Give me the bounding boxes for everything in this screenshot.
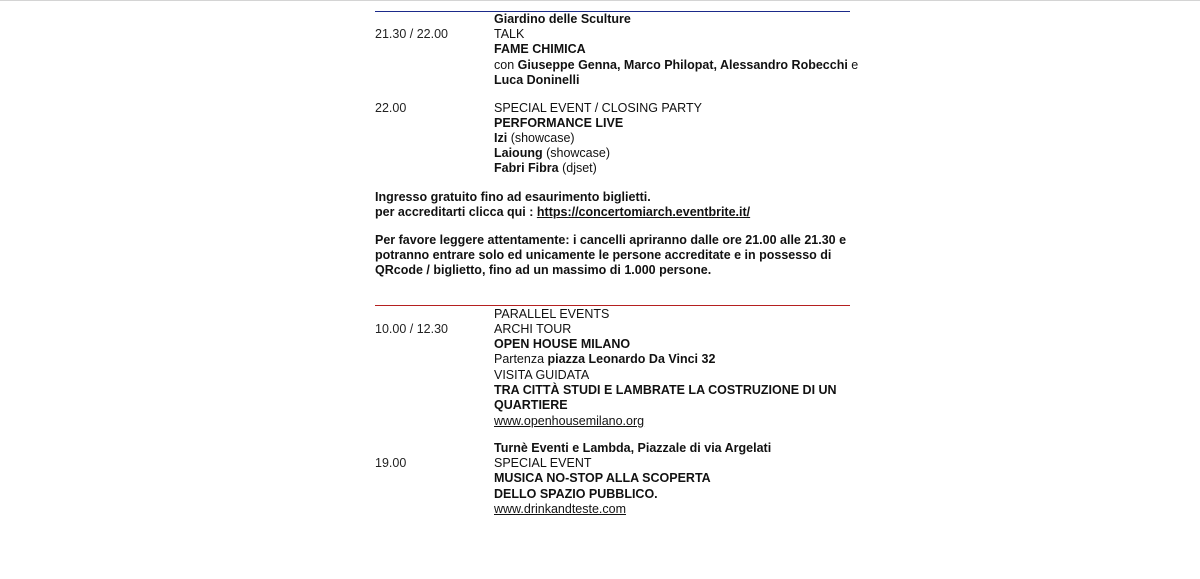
event-category: TALK (494, 27, 525, 41)
ticket-info: Ingresso gratuito fino ad esaurimento biglietti. (375, 190, 651, 204)
registration-link[interactable]: https://concertomiarch.eventbrite.it/ (536, 205, 751, 219)
event-guests (494, 58, 858, 73)
start-prefix: Partenza (494, 352, 545, 366)
event-title: FAME CHIMICA (494, 42, 586, 56)
event-start-location (494, 352, 715, 367)
artist-item (494, 146, 610, 161)
section-divider-red (375, 305, 850, 306)
guests-prefix: con (494, 58, 515, 72)
event-subcategory: VISITA GUIDATA (494, 368, 590, 382)
event-title-continued: DELLO SPAZIO PUBBLICO. (494, 487, 658, 501)
event-link-row (494, 414, 644, 429)
event-category: SPECIAL EVENT / CLOSING PARTY (494, 101, 702, 115)
registration-line (375, 205, 750, 220)
start-place: piazza Leonardo Da Vinci 32 (547, 352, 716, 366)
artist-note: (djset) (562, 161, 597, 175)
notice-line: Per favore leggere attentamente: i cancelli apriranno dalle ore 21.00 alle 21.30 e (375, 233, 847, 247)
artist-note: (showcase) (510, 131, 575, 145)
registration-prefix: per accreditarti clicca qui : (375, 205, 534, 219)
venue-label: Turnè Eventi e Lambda, Piazzale di via Argelati (494, 441, 772, 455)
artist-item (494, 131, 575, 146)
event-link-row (494, 502, 626, 517)
artist-item (494, 161, 597, 176)
section-heading: PARALLEL EVENTS (494, 307, 610, 321)
event-title: OPEN HOUSE MILANO (494, 337, 631, 351)
event-title: MUSICA NO-STOP ALLA SCOPERTA (494, 471, 711, 485)
event-link[interactable]: www.drinkandteste.com (494, 502, 627, 516)
event-time: 22.00 (375, 101, 407, 115)
event-time: 19.00 (375, 456, 407, 470)
artist-name: Izi (494, 131, 508, 145)
event-subtitle-continued: QUARTIERE (494, 398, 568, 412)
artist-name: Laioung (494, 146, 543, 160)
event-time: 10.00 / 12.30 (375, 322, 448, 336)
guests-joiner: e (851, 58, 859, 72)
event-title: PERFORMANCE LIVE (494, 116, 624, 130)
event-link[interactable]: www.openhousemilano.org (494, 414, 645, 428)
venue-label: Giardino delle Sculture (494, 12, 631, 26)
event-category: SPECIAL EVENT (494, 456, 592, 470)
artist-name: Fabri Fibra (494, 161, 559, 175)
event-subtitle: TRA CITTÀ STUDI E LAMBRATE LA COSTRUZIONE DI UN (494, 383, 837, 397)
event-category: ARCHI TOUR (494, 322, 572, 336)
notice-line: potranno entrare solo ed unicamente le persone accreditate e in possesso di (375, 248, 832, 262)
artist-note: (showcase) (546, 146, 611, 160)
notice-line: QRcode / biglietto, fino ad un massimo di 1.000 persone. (375, 263, 712, 277)
event-time: 21.30 / 22.00 (375, 27, 448, 41)
guests-names-continued: Luca Doninelli (494, 73, 580, 87)
top-border (0, 0, 1200, 1)
guests-names: Giuseppe Genna, Marco Philopat, Alessandro Robecchi (517, 58, 848, 72)
